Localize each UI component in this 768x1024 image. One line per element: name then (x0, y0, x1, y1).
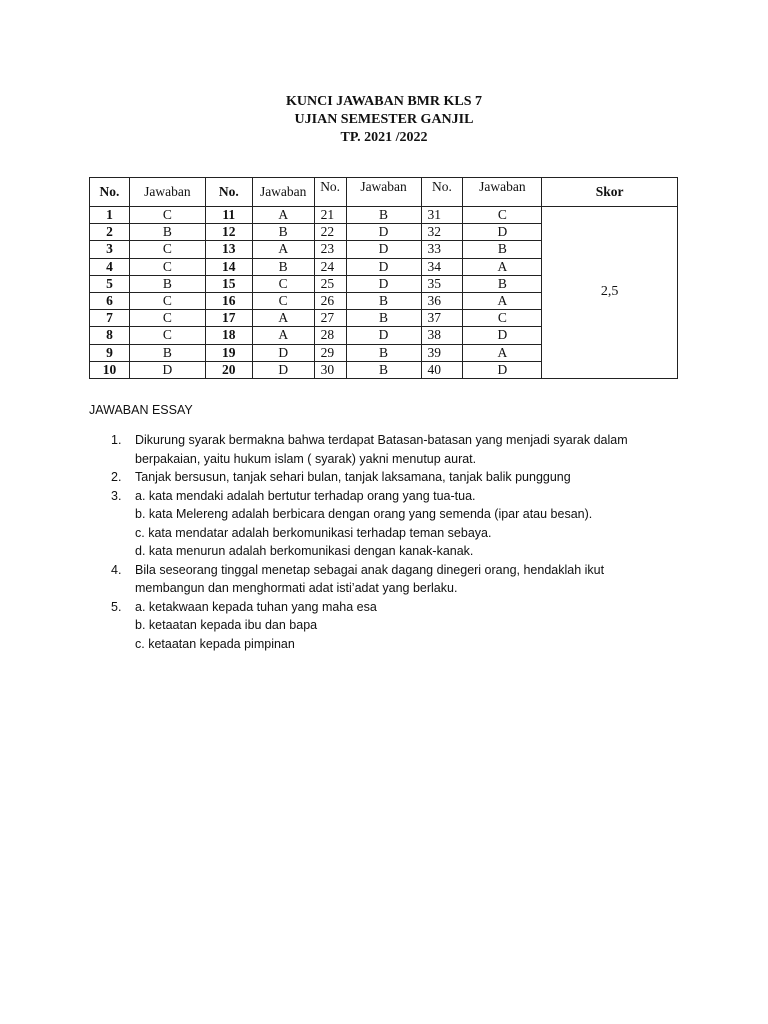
essay-heading: JAWABAN ESSAY (89, 403, 193, 417)
cell-answer: B (252, 258, 314, 275)
cell-answer: C (129, 241, 205, 258)
essay-item-text (135, 598, 689, 654)
cell-number: 27 (314, 310, 346, 327)
cell-number: 2 (90, 224, 130, 241)
cell-number: 14 (205, 258, 252, 275)
cell-answer: B (346, 344, 421, 361)
cell-number: 8 (90, 327, 130, 344)
cell-number: 26 (314, 292, 346, 309)
cell-answer: B (346, 310, 421, 327)
cell-answer: B (463, 275, 542, 292)
cell-number: 38 (421, 327, 463, 344)
cell-number: 18 (205, 327, 252, 344)
cell-number: 40 (421, 361, 463, 378)
cell-answer: C (463, 310, 542, 327)
cell-answer: D (129, 361, 205, 378)
cell-answer: A (463, 258, 542, 275)
cell-answer: D (346, 258, 421, 275)
cell-answer: C (252, 292, 314, 309)
cell-number: 7 (90, 310, 130, 327)
essay-line: b. ketaatan kepada ibu dan bapa (135, 618, 318, 632)
essay-item-number: 3. (111, 488, 122, 503)
cell-answer: A (252, 241, 314, 258)
cell-number: 1 (90, 207, 130, 224)
essay-line: a. ketakwaan kepada tuhan yang maha esa (135, 599, 377, 614)
cell-number: 25 (314, 275, 346, 292)
essay-line: c. kata mendatar adalah berkomunikasi terhadap teman sebaya. (135, 525, 492, 540)
cell-answer: D (463, 361, 542, 378)
cell-answer: B (346, 292, 421, 309)
cell-number: 9 (90, 344, 130, 361)
cell-number: 24 (314, 258, 346, 275)
cell-number: 23 (314, 241, 346, 258)
cell-number: 3 (90, 241, 130, 258)
cell-number: 30 (314, 361, 346, 378)
essay-line: berpakaian, yaitu hukum islam ( syarak) yakni menutup aurat. (135, 451, 477, 466)
essay-item (89, 561, 689, 598)
title-line-1: KUNCI JAWABAN BMR KLS 7 (285, 94, 483, 109)
table-row (90, 207, 678, 224)
essay-line: b. kata Melereng adalah berbicara dengan orang yang semenda (ipar atau besan). (135, 507, 593, 521)
title-line-3: TP. 2021 /2022 (340, 130, 428, 145)
cell-number: 16 (205, 292, 252, 309)
header-no-2: No. (205, 178, 252, 207)
cell-answer: B (463, 241, 542, 258)
cell-answer: C (129, 327, 205, 344)
header-skor: Skor (542, 178, 678, 207)
skor-value: 2,5 (542, 207, 678, 379)
cell-answer: C (129, 207, 205, 224)
cell-answer: B (346, 361, 421, 378)
essay-item (89, 487, 689, 561)
essay-item-text (135, 561, 689, 598)
cell-number: 6 (90, 292, 130, 309)
essay-line: a. kata mendaki adalah bertutur terhadap orang yang tua-tua. (135, 488, 476, 503)
cell-number: 34 (421, 258, 463, 275)
header-jawaban-3: Jawaban (346, 178, 421, 207)
cell-answer: D (346, 327, 421, 344)
header-no-4: No. (421, 178, 463, 207)
cell-answer: C (463, 207, 542, 224)
cell-number: 4 (90, 258, 130, 275)
essay-line: Dikurung syarak bermakna bahwa terdapat Batasan-batasan yang menjadi syarak dalam (135, 433, 628, 447)
cell-answer: B (129, 275, 205, 292)
cell-number: 5 (90, 275, 130, 292)
cell-number: 17 (205, 310, 252, 327)
header-jawaban-4: Jawaban (463, 178, 542, 207)
cell-number: 12 (205, 224, 252, 241)
essay-answers (89, 403, 689, 653)
cell-number: 37 (421, 310, 463, 327)
answer-key-table (89, 177, 678, 379)
essay-item-text (135, 487, 689, 561)
essay-item-number: 2. (111, 470, 122, 484)
cell-answer: D (346, 224, 421, 241)
essay-item-text (135, 431, 689, 468)
cell-number: 15 (205, 275, 252, 292)
essay-list (89, 431, 689, 653)
essay-item-number: 5. (111, 599, 122, 614)
cell-number: 29 (314, 344, 346, 361)
essay-line: Bila seseorang tinggal menetap sebagai anak dagang dinegeri orang, hendaklah ikut (135, 562, 605, 577)
cell-number: 28 (314, 327, 346, 344)
header-jawaban-1: Jawaban (129, 178, 205, 207)
cell-number: 20 (205, 361, 252, 378)
cell-number: 13 (205, 241, 252, 258)
essay-line: d. kata menurun adalah berkomunikasi dengan kanak-kanak. (135, 544, 474, 558)
cell-number: 19 (205, 344, 252, 361)
cell-answer: A (463, 344, 542, 361)
cell-answer: D (346, 241, 421, 258)
cell-number: 10 (90, 361, 130, 378)
table-header-row (90, 178, 678, 207)
cell-answer: A (252, 310, 314, 327)
document-title (0, 93, 768, 147)
essay-item (89, 431, 689, 468)
essay-item-number: 4. (111, 562, 122, 577)
cell-answer: D (252, 361, 314, 378)
essay-line: c. ketaatan kepada pimpinan (135, 636, 295, 651)
cell-answer: A (463, 292, 542, 309)
cell-answer: C (129, 310, 205, 327)
cell-answer: A (252, 207, 314, 224)
essay-item-number: 1. (111, 433, 122, 447)
cell-number: 36 (421, 292, 463, 309)
title-line-2: UJIAN SEMESTER GANJIL (294, 112, 474, 127)
cell-number: 11 (205, 207, 252, 224)
cell-answer: B (252, 224, 314, 241)
essay-item (89, 598, 689, 654)
cell-answer: B (129, 344, 205, 361)
cell-number: 21 (314, 207, 346, 224)
cell-answer: D (463, 327, 542, 344)
essay-line: membangun dan menghormati adat isti’adat yang berlaku. (135, 581, 458, 595)
cell-answer: B (129, 224, 205, 241)
header-no-1: No. (90, 178, 130, 207)
header-no-3: No. (314, 178, 346, 207)
cell-number: 35 (421, 275, 463, 292)
essay-line: Tanjak bersusun, tanjak sehari bulan, tanjak laksamana, tanjak balik punggung (135, 470, 571, 484)
cell-number: 33 (421, 241, 463, 258)
cell-answer: C (252, 275, 314, 292)
cell-number: 22 (314, 224, 346, 241)
cell-number: 32 (421, 224, 463, 241)
essay-item (89, 468, 689, 487)
cell-number: 39 (421, 344, 463, 361)
cell-answer: D (346, 275, 421, 292)
cell-answer: D (252, 344, 314, 361)
cell-answer: A (252, 327, 314, 344)
cell-number: 31 (421, 207, 463, 224)
essay-item-text (135, 468, 689, 487)
cell-answer: C (129, 258, 205, 275)
cell-answer: B (346, 207, 421, 224)
header-jawaban-2: Jawaban (252, 178, 314, 207)
cell-answer: D (463, 224, 542, 241)
cell-answer: C (129, 292, 205, 309)
